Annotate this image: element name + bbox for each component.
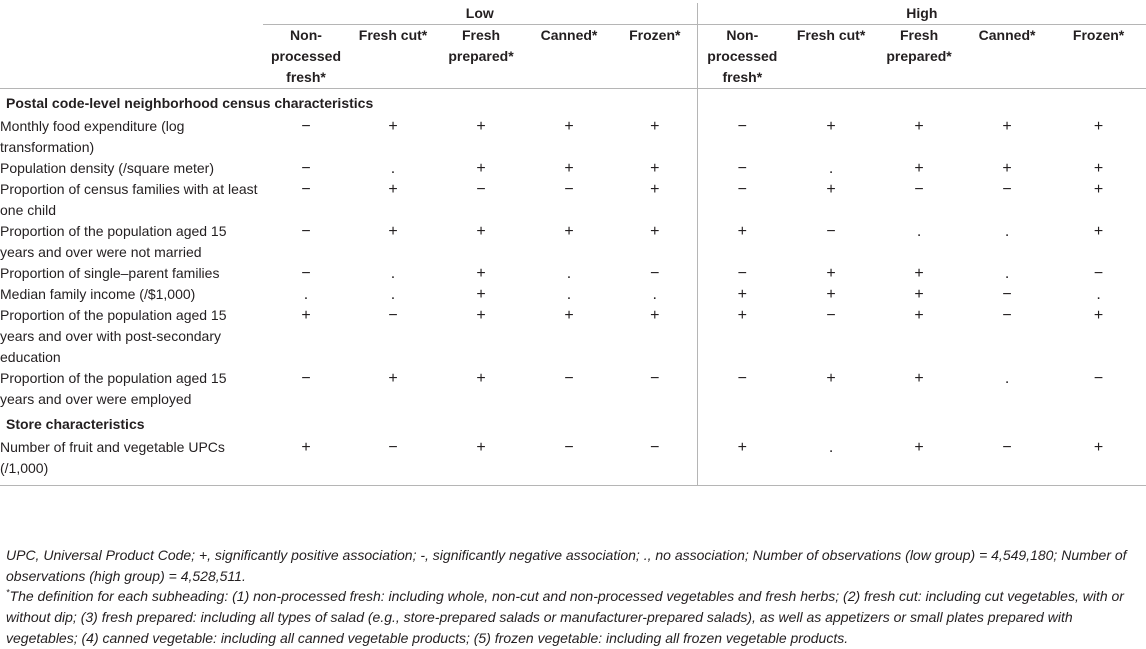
table-row <box>0 305 1146 368</box>
cell-high-3: + <box>914 370 924 387</box>
cell-high-5: + <box>1093 181 1104 198</box>
section-filler <box>697 89 1146 117</box>
table-row <box>0 116 1146 158</box>
cell-low-1: − <box>301 160 311 177</box>
table-body <box>0 89 1146 486</box>
table-row <box>0 263 1146 284</box>
cell-high-1: + <box>697 305 787 368</box>
cell-high-4: − <box>963 437 1051 486</box>
cell-low-3: + <box>476 223 486 240</box>
cell-high-2: . <box>828 160 834 177</box>
cell-low-3: + <box>476 307 486 324</box>
col-header-high-4: Canned* <box>963 25 1051 89</box>
cell-low-1: − <box>301 370 311 387</box>
cell-high-1: − <box>697 263 787 284</box>
row-label: Population density (/square meter) <box>0 160 214 176</box>
cell-low-1: . <box>303 286 309 303</box>
cell-low-4: + <box>564 307 574 324</box>
cell-high-3: + <box>875 437 963 486</box>
cell-high-4: . <box>1004 370 1010 387</box>
cell-high-2: + <box>826 286 836 303</box>
cell-high-2: − <box>826 223 836 240</box>
cell-high-5: − <box>1093 265 1104 282</box>
cell-low-2: − <box>349 437 437 486</box>
cell-high-1: − <box>697 368 787 410</box>
table-row <box>0 179 1146 221</box>
cell-high-3: + <box>914 286 924 303</box>
table-row <box>0 221 1146 263</box>
cell-low-2: . <box>390 265 396 282</box>
cell-high-3: + <box>914 118 924 135</box>
row-label: Median family income (/$1,000) <box>0 286 196 302</box>
cell-high-5: + <box>1093 307 1104 324</box>
cell-high-1: − <box>697 116 787 158</box>
cell-high-4: + <box>1002 160 1012 177</box>
results-table <box>0 3 1146 486</box>
cell-low-1: − <box>301 223 311 240</box>
footnote-definition-text: The definition for each subheading: (1) non-processed fresh: including whole, non-cut and non-processed vegetables and fresh herbs; (2) fresh cut: including cut vegetables, with or without dip; (3) fresh prepared: including all types of salad (e.g., store-prepared salads or manufacturer-prepared salads), as well as appetizers or small plates prepared with vegetables; (4) canned vegetable: including all canned vegetable products; (5) frozen vegetable: including all frozen vegetable products. <box>6 588 1124 646</box>
section-filler <box>697 410 1146 437</box>
cell-low-2: − <box>388 307 398 324</box>
cell-low-5: + <box>650 160 660 177</box>
cell-low-3: − <box>476 181 486 198</box>
table-row <box>0 437 1146 486</box>
col-header-low-2: Fresh cut* <box>349 25 437 89</box>
row-label: Proportion of single–parent families <box>0 265 220 281</box>
cell-high-5: − <box>1093 370 1104 387</box>
cell-low-1: − <box>301 181 311 198</box>
table-row <box>0 284 1146 305</box>
group-high-header: High <box>697 3 1146 25</box>
cell-low-3: + <box>476 118 486 135</box>
col-header-high-1: Non- processed fresh* <box>697 25 787 89</box>
cell-high-4: − <box>1002 286 1012 303</box>
cell-high-4: . <box>1004 223 1010 240</box>
cell-high-2: − <box>826 307 836 324</box>
cell-low-4: + <box>564 223 574 240</box>
cell-low-1: − <box>301 265 311 282</box>
cell-high-2: + <box>826 181 836 198</box>
cell-low-1: + <box>301 307 311 324</box>
cell-low-4: − <box>564 181 574 198</box>
cell-high-5: + <box>1093 223 1104 240</box>
cell-high-4: + <box>1002 118 1012 135</box>
cell-low-2: + <box>388 223 398 240</box>
row-label: Proportion of the population aged 15 years and over were employed <box>0 370 227 407</box>
cell-high-4: . <box>1004 265 1010 282</box>
cell-low-5: + <box>650 307 660 324</box>
group-low-header: Low <box>263 3 697 25</box>
cell-low-5: . <box>652 286 657 303</box>
row-label: Number of fruit and vegetable UPCs (/1,000) <box>0 437 263 486</box>
cell-high-1: + <box>697 221 787 263</box>
cell-high-2: + <box>826 118 836 135</box>
cell-high-5: + <box>1093 160 1104 177</box>
cell-low-2: . <box>390 286 396 303</box>
cell-low-4: . <box>566 265 572 282</box>
cell-high-5: + <box>1051 437 1146 486</box>
cell-low-3: + <box>476 370 486 387</box>
row-label: Proportion of the population aged 15 years and over were not married <box>0 223 227 260</box>
cell-high-3: + <box>914 160 924 177</box>
section-row <box>0 410 1146 437</box>
cell-high-2: . <box>787 437 875 486</box>
cell-low-4: − <box>525 437 613 486</box>
cell-low-3: + <box>476 286 486 303</box>
table-row <box>0 368 1146 410</box>
cell-low-2: + <box>388 181 398 198</box>
cell-low-5: − <box>650 370 660 387</box>
cell-low-1: − <box>301 118 311 135</box>
col-header-high-2: Fresh cut* <box>787 25 875 89</box>
cell-high-5: . <box>1096 286 1101 303</box>
cell-low-3: + <box>476 265 486 282</box>
cell-high-4: − <box>1002 181 1012 198</box>
cell-low-5: − <box>613 437 697 486</box>
footnote-abbreviations: UPC, Universal Product Code; +, significantly positive association; -, significantly negative association; ., no association; Number of observations (low group) = 4,549,180; Number of observations (high group) = 4,528,511. <box>6 547 1127 584</box>
cell-high-3: + <box>914 265 924 282</box>
cell-low-4: + <box>564 160 574 177</box>
row-label: Proportion of the population aged 15 years and over with post-secondary education <box>0 307 227 365</box>
cell-high-3: − <box>914 181 924 198</box>
footnote-definitions <box>6 586 1142 649</box>
col-header-low-3: Fresh prepared* <box>437 25 525 89</box>
cell-high-2: + <box>826 265 836 282</box>
cell-high-3: + <box>914 307 924 324</box>
corner-cell <box>0 3 263 25</box>
cell-high-5: + <box>1093 118 1104 135</box>
group-header-row <box>0 3 1146 25</box>
cell-low-5: + <box>650 118 660 135</box>
cell-low-5: − <box>650 265 660 282</box>
section-title: Store characteristics <box>6 416 145 432</box>
cell-low-3: + <box>476 160 486 177</box>
subheading-row <box>0 25 1146 89</box>
row-label: Monthly food expenditure (log transformation) <box>0 118 185 155</box>
corner-cell-sub <box>0 25 263 89</box>
cell-low-2: + <box>388 370 398 387</box>
cell-low-3: + <box>437 437 525 486</box>
col-header-low-5: Frozen* <box>613 25 697 89</box>
cell-high-2: + <box>826 370 836 387</box>
cell-high-1: + <box>697 437 787 486</box>
cell-low-4: − <box>564 370 574 387</box>
cell-low-2: + <box>388 118 398 135</box>
cell-low-1: + <box>263 437 349 486</box>
cell-low-5: + <box>650 223 660 240</box>
cell-low-4: . <box>566 286 572 303</box>
section-title: Postal code-level neighborhood census characteristics <box>6 95 374 111</box>
cell-high-4: − <box>1002 307 1012 324</box>
cell-low-2: . <box>390 160 396 177</box>
row-label: Proportion of census families with at least one child <box>0 181 258 218</box>
col-header-low-4: Canned* <box>525 25 613 89</box>
cell-low-4: + <box>564 118 574 135</box>
section-row <box>0 89 1146 117</box>
table-row <box>0 158 1146 179</box>
cell-high-3: . <box>916 223 922 240</box>
cell-low-5: + <box>650 181 660 198</box>
col-header-low-1: Non- processed fresh* <box>263 25 349 89</box>
cell-high-1: − <box>697 179 787 221</box>
footnote-marker: * <box>6 587 10 598</box>
cell-high-1: − <box>697 158 787 179</box>
cell-high-1: + <box>697 284 787 305</box>
col-header-high-3: Fresh prepared* <box>875 25 963 89</box>
col-header-high-5: Frozen* <box>1051 25 1146 89</box>
